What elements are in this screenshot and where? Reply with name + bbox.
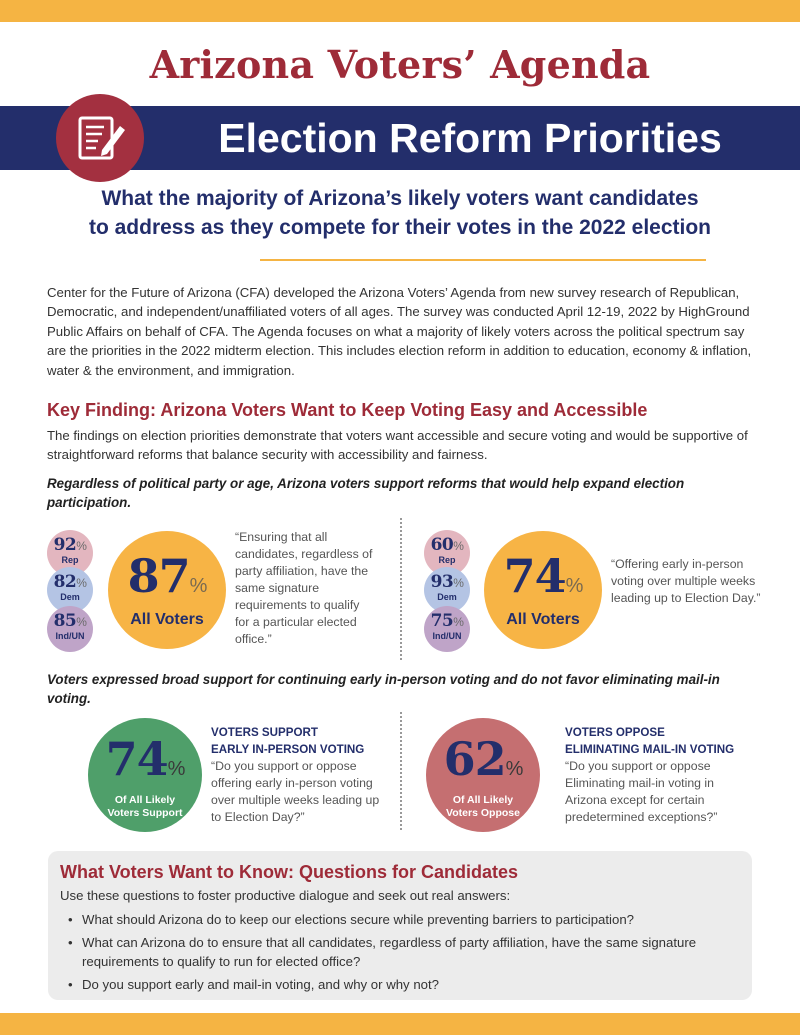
top-accent-bar xyxy=(0,0,800,22)
support-value: 74 xyxy=(105,732,168,786)
oppose-question: “Do you support or oppose Eliminating mail-in voting in Arizona except for certain predetermined exceptions?” xyxy=(565,759,718,824)
percent-sign: % xyxy=(453,576,464,590)
support-label-line-2: Voters Support xyxy=(107,807,183,819)
divider xyxy=(260,259,706,261)
oppose-label-line-1: Of All Likely xyxy=(452,794,514,806)
statement-party-support: Regardless of political party or age, Arizona voters support reforms that would help expand election participation. xyxy=(47,476,685,510)
oppose-label-line-2: Voters Oppose xyxy=(446,807,520,819)
all-voters-stat-1 xyxy=(108,531,226,649)
questions-panel-subtitle: Use these questions to foster productive dialogue and seek out real answers: xyxy=(60,888,511,903)
key-finding-heading: Key Finding: Arizona Voters Want to Keep Voting Easy and Accessible xyxy=(47,400,648,420)
dem-label: Dem xyxy=(437,592,457,602)
dem-value: 82 xyxy=(53,572,77,592)
questions-list xyxy=(60,910,740,998)
banner-icon-circle xyxy=(56,94,144,182)
oppose-stat-circle xyxy=(426,718,540,832)
quote-early-voting: “Offering early in-person voting over multiple weeks leading up to Election Day.” xyxy=(611,557,761,605)
dem-label: Dem xyxy=(60,592,80,602)
ind-value: 75 xyxy=(430,611,454,631)
bullet-icon: • xyxy=(68,912,73,927)
percent-sign: % xyxy=(76,615,87,629)
oppose-heading-line-2: ELIMINATING MAIL-IN VOTING xyxy=(565,743,735,756)
rep-label: Rep xyxy=(61,555,79,565)
percent-sign: % xyxy=(453,539,464,553)
subtitle-line-1: What the majority of Arizona’s likely voters want candidates xyxy=(101,187,699,210)
bullet-icon: • xyxy=(68,977,73,992)
support-label-line-1: Of All Likely xyxy=(114,794,176,806)
percent-sign: % xyxy=(76,539,87,553)
key-finding-body: The findings on election priorities demonstrate that voters want accessible and secure voting and would be supportive of straightforward reforms that balance security with accessibility and fairness. xyxy=(47,428,748,463)
subtitle xyxy=(40,184,760,242)
page-title: Arizona Voters’ Agenda xyxy=(149,42,651,87)
question-text: What should Arizona do to keep our elections secure while preventing barriers to participation? xyxy=(82,912,634,927)
ind-label: Ind/UN xyxy=(432,631,462,641)
list-item xyxy=(60,910,740,929)
ind-stat-2 xyxy=(424,606,470,652)
subtitle-line-2: to address as they compete for their votes in the 2022 election xyxy=(88,216,712,239)
column-divider xyxy=(400,712,402,830)
bullet-icon: • xyxy=(68,935,73,950)
percent-sign: % xyxy=(453,615,464,629)
oppose-heading-line-1: VOTERS OPPOSE xyxy=(565,726,665,739)
oppose-value: 62 xyxy=(443,732,506,786)
rep-value: 60 xyxy=(430,535,454,555)
statement-early-voting: Voters expressed broad support for continuing early in-person voting and do not favor eliminating mail-in voting. xyxy=(47,672,720,706)
support-stat-circle xyxy=(88,718,202,832)
support-question: “Do you support or oppose offering early in-person voting over multiple weeks leading up to Election Day?” xyxy=(211,759,380,824)
intro-paragraph: Center for the Future of Arizona (CFA) developed the Arizona Voters’ Agenda from new survey research of Republican, Democratic, and independent/unaffiliated voters of all ages. The survey was conducted April 12-19, 2022 by HighGround Public Affairs on behalf of CFA. The Agenda focuses on what a majority of likely voters across the political spectrum say are the priorities in the 2022 midterm election. This includes election reform in addition to education, economy & inflation, water & the environment, and immigration. xyxy=(47,285,752,378)
percent-sign: % xyxy=(76,576,87,590)
list-item xyxy=(60,933,740,971)
all-value: 74 xyxy=(503,549,566,603)
all-label: All Voters xyxy=(506,611,580,628)
list-item xyxy=(60,975,740,994)
rep-label: Rep xyxy=(438,555,456,565)
support-heading xyxy=(211,724,391,758)
support-heading-line-1: VOTERS SUPPORT xyxy=(211,726,318,739)
rep-value: 92 xyxy=(53,535,77,555)
ind-value: 85 xyxy=(53,611,77,631)
all-value: 87 xyxy=(127,549,190,603)
banner-title: Election Reform Priorities xyxy=(218,115,722,161)
ind-label: Ind/UN xyxy=(55,631,85,641)
column-divider xyxy=(400,518,402,660)
question-text: Do you support early and mail-in voting, and why or why not? xyxy=(82,977,439,992)
questions-panel-title: What Voters Want to Know: Questions for Candidates xyxy=(60,862,519,882)
dem-value: 93 xyxy=(430,572,454,592)
question-text: What can Arizona do to ensure that all candidates, regardless of party affiliation, have the same signature requirements to qualify to run for elected office? xyxy=(82,935,697,969)
all-voters-stat-2 xyxy=(484,531,602,649)
percent-sign: % xyxy=(167,758,185,780)
percent-sign: % xyxy=(189,575,207,597)
all-label: All Voters xyxy=(130,611,204,628)
percent-sign: % xyxy=(505,758,523,780)
bottom-accent-bar xyxy=(0,1013,800,1035)
ind-stat-1 xyxy=(47,606,93,652)
percent-sign: % xyxy=(565,575,583,597)
quote-signature-requirements: “Ensuring that all candidates, regardless of party affiliation, have the same signature requirements to qualify for a particular elected office.” xyxy=(235,530,373,646)
document-pen-icon xyxy=(56,94,144,182)
oppose-heading xyxy=(565,724,765,758)
support-heading-line-2: EARLY IN-PERSON VOTING xyxy=(211,743,365,756)
